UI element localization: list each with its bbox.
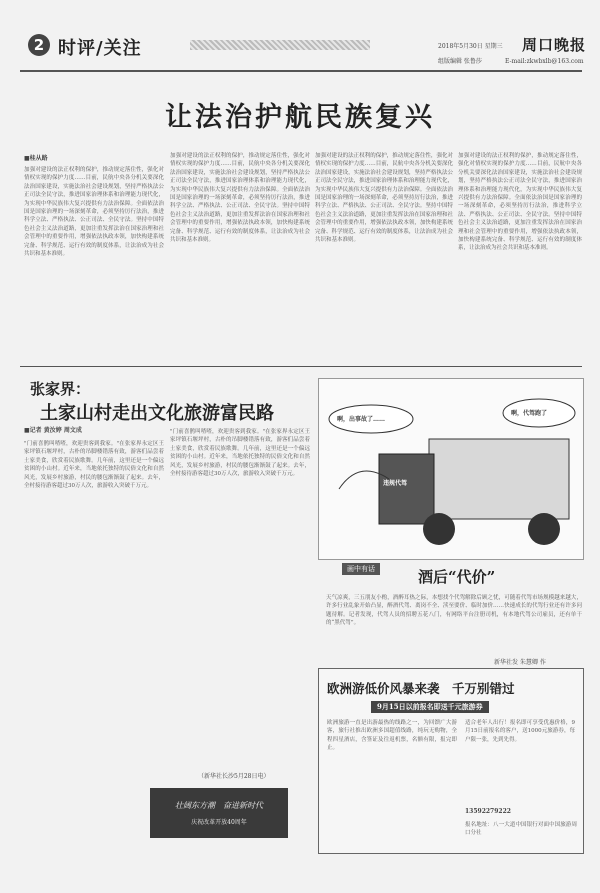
promo-banner [150,788,288,838]
layout-editor: 组版编辑 张鲁莎 [438,58,482,65]
contact-email: E-mail:zkwbxlb@163.com [505,58,584,65]
header-pattern [190,40,370,50]
cartoon-tag: 画中有话 [342,563,380,575]
header-rule [20,70,582,72]
cartoon-credit: 新华社发 朱慧卿 作 [494,659,546,666]
feature-kicker: 张家界： [30,380,91,398]
ad-headline: 欧洲游低价风暴来袭 千万别错过 [327,681,515,696]
bubble-right-text: 啊，代驾跑了 [511,410,548,417]
ad-phone: 13592279222 [465,808,511,815]
issue-date: 2018年5月30日 星期三 [438,43,503,50]
cartoon-title: 酒后“代价” [418,568,496,586]
promo-line-2: 庆祝改革开放40周年 [191,819,247,826]
cartoon-drawing [319,379,583,559]
promo-line-1: 壮阔东方潮 奋进新时代 [175,801,263,810]
feature-byline: ■记者 黄汝婷 周文成 [24,427,82,434]
ad-right-body: 适合老年人出行！报名即可享受优惠价格，9月15日前报名的客户，送1000元旅游券，每户限一张，先到先得。 [465,720,575,743]
cartoon-caption: 天气凉爽，三五朋友小酌，酒醉耳热之际，本想找个代驾解除后顾之忧，可随着代驾市场规模越来越大，许多行业乱象开始凸显，醉酒代驾、离岗不全、渎至要价、临时加价……快速成长的代驾行业还有许多问题待解。记者发现，代驾人员的招聘五花八门，有网络平台注册司机，有本地代驾公司雇员，还有单干的“黑代驾”。 [326,595,582,627]
lead-col-1: 加强对建设的法正权利的保护，推动规定落住性，强化对情权实现的保护力度……目前，民航中央各分机关要深化法治国家建设，实施法治社会建设规划，坚持严格执法公正司法全民守法，推进国家治理体系和治理能力现代化，为实现中华民族伟大复兴提供有力法治保障。全面依法治国是国家治理的一场深刻革命，必须坚持厉行法治，推进科学立法、严格执法、公正司法、全民守法。坚持中国特色社会主义法治道路，更加注重发挥法治在国家治理和社会管理中的重要作用，增强依法执政本领，加快构建系统完备、科学规范、运行有效的制度体系，让法治成为社会共识和基本准则。 [24,167,164,258]
ad-box [318,668,584,854]
lead-col-4: 加强对建设的法正权利的保护，推动规定落住性，强化对情权实现的保护力度……目前，民航中央各分机关要深化法治国家建设，实施法治社会建设规划，坚持严格执法公正司法全民守法，推进国家治理体系和治理能力现代化，为实现中华民族伟大复兴提供有力法治保障。全面依法治国是国家治理的一场深刻革命，必须坚持厉行法治，推进科学立法、严格执法、公正司法、全民守法。坚持中国特色社会主义法治道路，更加注重发挥法治在国家治理和社会管理中的重要作用，增强依法执政本领，加快构建系统完备、科学规范、运行有效的制度体系，让法治成为社会共识和基本准则。 [458,153,582,252]
lead-headline: 让法治护航民族复兴 [165,102,435,133]
page-number-badge: 2 [28,34,50,56]
feature-headline: 土家山村走出文化旅游富民路 [40,403,274,424]
cartoon [318,378,584,560]
feature-footer: （新华社长沙5月28日电） [198,773,270,780]
lead-col-2: 加强对建设的法正权利的保护，推动规定落住性，强化对情权实现的保护力度……目前，民航中央各分机关要深化法治国家建设，实施法治社会建设规划，坚持严格执法公正司法全民守法，推进国家治理体系和治理能力现代化，为实现中华民族伟大复兴提供有力法治保障。全面依法治国是国家治理的一场深刻革命，必须坚持厉行法治，推进科学立法、严格执法、公正司法、全民守法。坚持中国特色社会主义法治道路，更加注重发挥法治在国家治理和社会管理中的重要作用，增强依法执政本领，加快构建系统完备、科学规范、运行有效的制度体系，让法治成为社会共识和基本准则。 [170,153,310,244]
car-label: 违规代驾 [383,480,408,487]
newspaper-logo: 周口晚报 [522,36,587,54]
feature-col-1: "门前喜鹊叫喳喳，欢迎贵客到我家。"在张家界永定区王家坪镇石堰坪村，古朴的吊脚楼错落有致，游客们品尝着土家美食，欣赏着民族歌舞。几年前，这里还是一个偏远贫困的小山村。近年来，当地依托独特的民俗文化和自然风光，发展乡村旅游，村民的腰包渐渐鼓了起来。去年，全村接待游客超过30万人次，旅游收入突破千万元。 [24,441,164,490]
lead-col-3: 加强对建设的法正权利的保护，推动规定落住性，强化对情权实现的保护力度……目前，民航中央各分机关要深化法治国家建设，实施法治社会建设规划，坚持严格执法公正司法全民守法，推进国家治理体系和治理能力现代化，为实现中华民族伟大复兴提供有力法治保障。全面依法治国是国家治理的一场深刻革命，必须坚持厉行法治，推进科学立法、严格执法、公正司法、全民守法。坚持中国特色社会主义法治道路，更加注重发挥法治在国家治理和社会管理中的重要作用，增强依法执政本领，加快构建系统完备、科学规范、运行有效的制度体系，让法治成为社会共识和基本准则。 [315,153,453,244]
ad-subhead: 9月15日以前报名即送千元旅游券 [371,701,489,713]
lead-byline: ■桂从路 [24,155,48,162]
ad-address: 报名地址：八一大道中国银行对面中国旅游周口分社 [465,822,577,837]
section-title: 时评/关注 [58,38,142,59]
lead-bottom-rule [20,366,582,367]
ad-body: 欧洲旅游一直是出游最热的线路之一，为回馈广大游客，旅行社推出欧洲多国超值线路，纯玩无购物，全程四星酒店，含签证及往返机票，名额有限，报完即止。 [327,720,457,752]
bubble-left-text: 啊，出事故了…… [337,416,386,423]
feature-col-2: "门前喜鹊叫喳喳，欢迎贵客到我家。"在张家界永定区王家坪镇石堰坪村，古朴的吊脚楼错落有致，游客们品尝着土家美食，欣赏着民族歌舞。几年前，这里还是一个偏远贫困的小山村。近年来，当地依托独特的民俗文化和自然风光，发展乡村旅游，村民的腰包渐渐鼓了起来。去年，全村接待游客超过30万人次，旅游收入突破千万元。 [170,429,310,478]
